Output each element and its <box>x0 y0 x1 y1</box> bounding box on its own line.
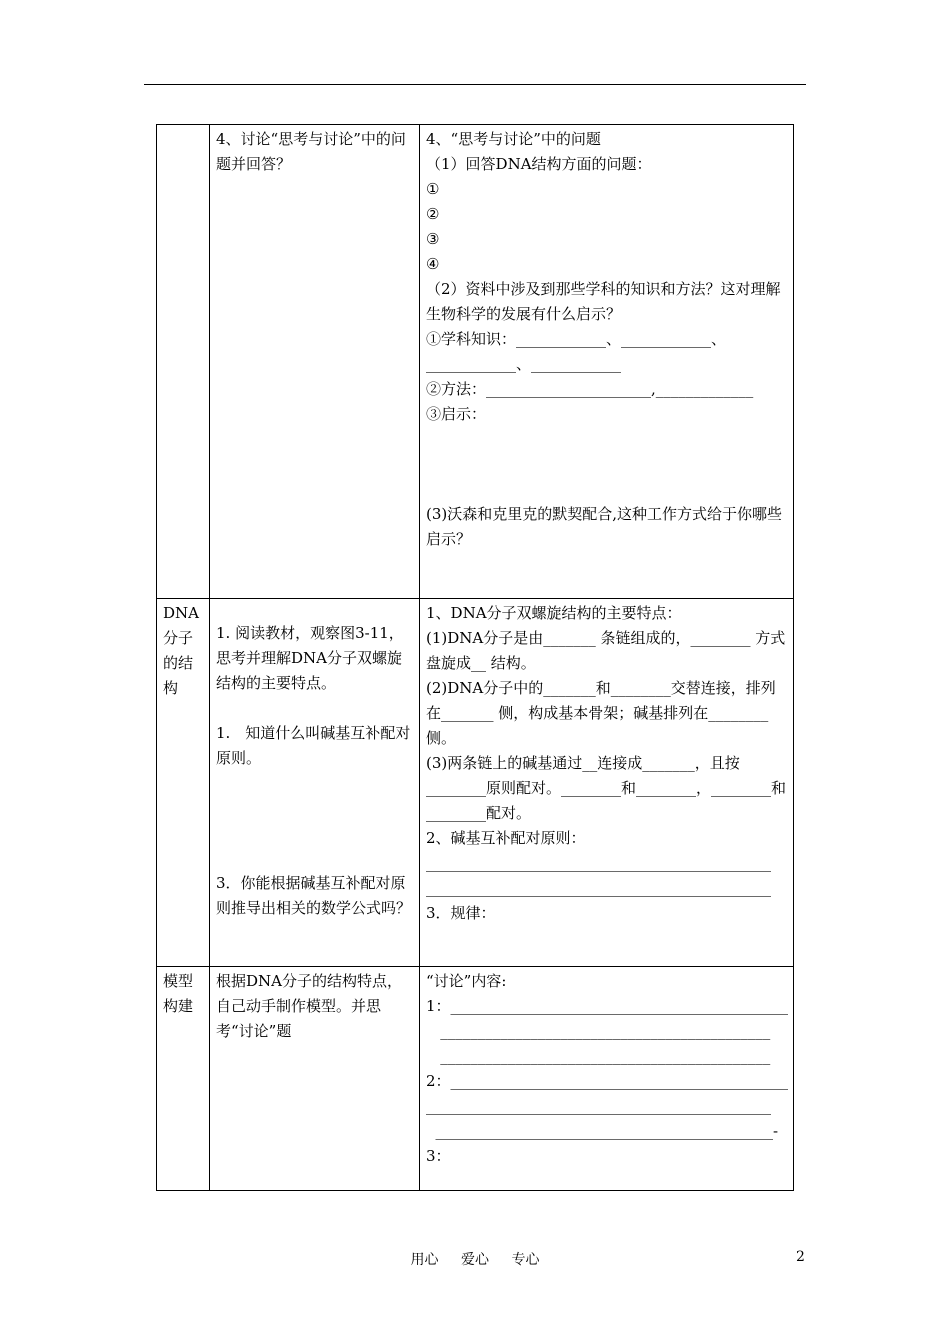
row3-line: ______________________________________________ <box>426 1097 771 1115</box>
row2-line: 2、碱基互补配对原则： <box>426 829 586 847</box>
row2-activity-item: 1. 知道什么叫碱基互补配对原则。 <box>216 724 411 767</box>
table-row-dna-structure <box>157 599 794 967</box>
table-row-model <box>157 967 794 1191</box>
row3-activity-text: 根据DNA分子的结构特点，自己动手制作模型。并思考“讨论”题 <box>216 972 402 1040</box>
row2-line: (2)DNA分子中的_______和________交替连接，排列在_______ 侧，构成基本骨架；碱基排列在________侧。 <box>426 679 776 747</box>
row1-line: (3)沃森和克里克的默契配合,这种工作方式给于你哪些启示？ <box>426 505 783 548</box>
row1-activity-text: 4、讨论“思考与讨论”中的问题并回答？ <box>216 130 406 173</box>
row1-col1 <box>157 125 210 599</box>
row1-line: 4、“思考与讨论”中的问题 <box>426 130 601 148</box>
row1-line: ③ <box>426 230 440 248</box>
row1-line: ③启示： <box>426 405 487 423</box>
row1-line: ① <box>426 180 440 198</box>
row2-line: 1、DNA分子双螺旋结构的主要特点： <box>426 604 682 622</box>
row1-line: ①学科知识：____________、____________、 <box>426 330 727 348</box>
row2-line: (3)两条链上的碱基通过__连接成_______，且按________原则配对。________和________，________和________配对。 <box>426 754 787 822</box>
row3-line: 3： <box>426 1147 451 1165</box>
row3-line: _____________________________________________- <box>426 1122 779 1140</box>
row1-line: ②方法：______________________,_____________ <box>426 380 754 398</box>
row2-topic <box>157 599 210 967</box>
row3-activity <box>210 967 420 1191</box>
row1-activity <box>210 125 420 599</box>
row2-line: 3．规律： <box>426 904 496 922</box>
row2-line: (1)DNA分子是由_______ 条链组成的，________ 方式盘旋成__ 结构。 <box>426 629 786 672</box>
row2-activity-item: 1. 阅读教材，观察图3-11，思考并理解DNA分子双螺旋结构的主要特点。 <box>216 624 404 692</box>
row1-line: ④ <box>426 255 440 273</box>
row2-content <box>420 599 794 967</box>
row1-line: ____________、____________ <box>426 355 622 373</box>
row1-line: （2）资料中涉及到那些学科的知识和方法？这对理解生物科学的发展有什么启示？ <box>426 280 781 323</box>
row1-line: （1）回答DNA结构方面的问题： <box>426 155 652 173</box>
row3-topic <box>157 967 210 1191</box>
row3-topic-text: 模型构建 <box>163 972 194 1015</box>
row3-line: 1：_____________________________________________ <box>426 997 789 1015</box>
row2-line: ______________________________________________ <box>426 879 771 897</box>
lesson-table <box>156 124 794 1191</box>
row3-content <box>420 967 794 1191</box>
row3-line: 2：_____________________________________________ <box>426 1072 789 1090</box>
row2-topic-text: DNA分子的结构 <box>163 604 199 697</box>
table-row-discussion <box>157 125 794 599</box>
row3-line: “讨论”内容: <box>426 972 507 990</box>
row2-line: ______________________________________________ <box>426 854 771 872</box>
header-rule <box>144 84 806 85</box>
page-number: 2 <box>796 1249 805 1265</box>
row1-line: ② <box>426 205 440 223</box>
row3-line: ____________________________________________ <box>426 1022 771 1040</box>
row2-activity <box>210 599 420 967</box>
row3-line: ____________________________________________ <box>426 1047 771 1065</box>
row1-content <box>420 125 794 599</box>
footer-motto: 用心 爱心 专心 <box>410 1252 540 1268</box>
row2-activity-item: 3．你能根据碱基互补配对原则推导出相关的数学公式吗？ <box>216 874 412 917</box>
